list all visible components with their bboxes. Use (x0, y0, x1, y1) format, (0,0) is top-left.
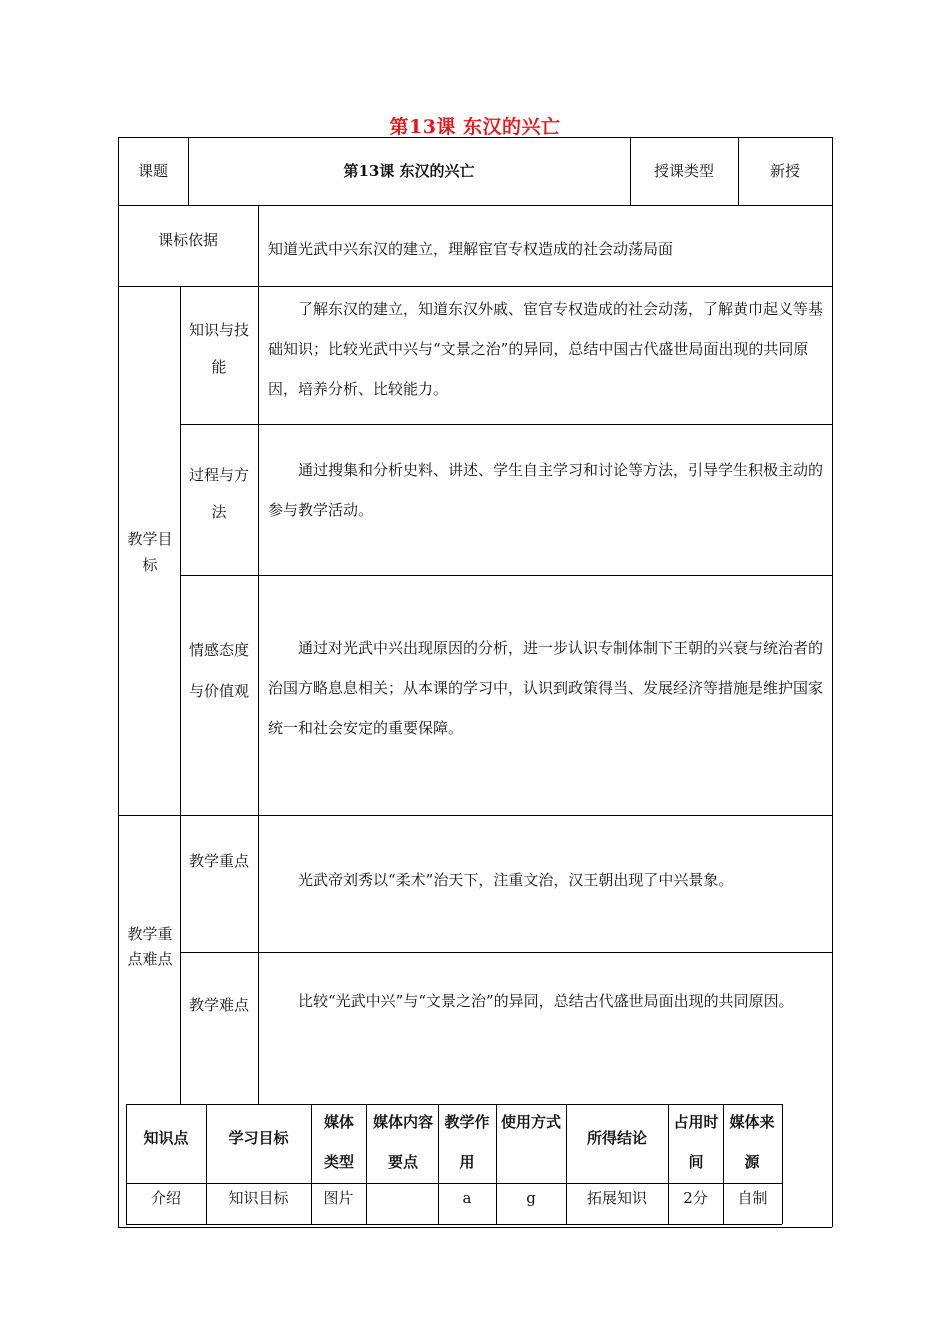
media-header-media-type: 媒体类型 (323, 1113, 354, 1171)
table-cell: 图片 (323, 1189, 354, 1207)
table-cell: 知识目标 (228, 1189, 289, 1207)
table-cell: 介绍 (150, 1189, 181, 1207)
table-cell: 自制 (737, 1189, 768, 1207)
media-header-source: 媒体来源 (729, 1113, 775, 1171)
difficult-point-text: 比较“光武中兴”与“文景之治”的异同，总结古代盛世局面出现的共同原因。 (298, 992, 794, 1010)
topic-label: 课题 (137, 162, 168, 180)
knowledge-label: 知识与技能 (188, 321, 249, 376)
media-header-knowledge-point: 知识点 (143, 1129, 189, 1147)
standard-text: 知道光武中兴东汉的建立，理解宦官专权造成的社会动荡局面 (268, 240, 674, 258)
lesson-type-value: 新授 (769, 162, 800, 180)
media-header-time: 占用时间 (673, 1113, 719, 1171)
goals-label: 教学目标 (127, 530, 173, 574)
media-header-learning-goal: 学习目标 (228, 1129, 289, 1147)
process-text: 通过搜集和分析史料、讲述、学生自主学习和讨论等方法，引导学生积极主动的参与教学活动。 (268, 461, 824, 519)
emotion-text: 通过对光武中兴出现原因的分析，进一步认识专制体制下王朝的兴衰与统治者的治国方略息息相关；从本课的学习中，认识到政策得当、发展经济等措施是维护国家统一和社会安定的重要保障。 (268, 639, 824, 737)
media-header-usage: 使用方式 (500, 1113, 561, 1131)
media-header-teaching-role: 教学作用 (444, 1113, 490, 1171)
table-cell: 2分 (683, 1189, 708, 1207)
emotion-label: 情感态度与价值观 (188, 641, 249, 700)
document-title: 第13课 东汉的兴亡 (389, 116, 561, 138)
difficult-point-label: 教学难点 (188, 996, 249, 1014)
topic-value: 第13课 东汉的兴亡 (343, 162, 475, 180)
table-cell: 拓展知识 (586, 1189, 647, 1207)
focus-label: 教学重点难点 (127, 925, 173, 968)
table-cell: g (526, 1189, 536, 1207)
key-point-text: 光武帝刘秀以“柔术”治天下，注重文治，汉王朝出现了中兴景象。 (298, 871, 734, 889)
knowledge-text: 了解东汉的建立，知道东汉外戚、宦官专权造成的社会动荡，了解黄巾起义等基础知识；比较光武中兴与“文景之治”的异同，总结中国古代盛世局面出现的共同原因，培养分析、比较能力。 (268, 300, 824, 398)
process-label: 过程与方法 (188, 466, 249, 521)
media-header-media-content: 媒体内容要点 (372, 1113, 433, 1171)
lesson-type-label: 授课类型 (653, 162, 714, 180)
key-point-label: 教学重点 (188, 852, 249, 870)
table-cell: a (462, 1189, 472, 1207)
media-header-conclusion: 所得结论 (586, 1129, 647, 1147)
standard-label: 课标依据 (157, 231, 218, 249)
